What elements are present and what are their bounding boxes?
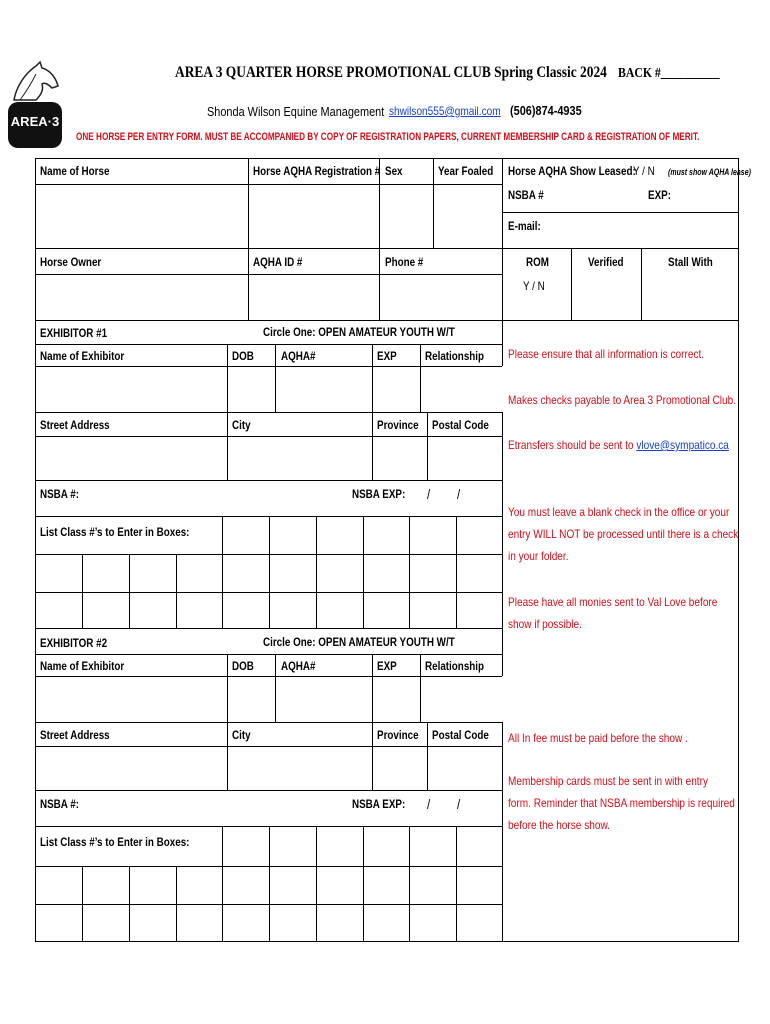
note-line: Please have all monies sent to Val Love before [508,595,718,609]
exhibitor1-date-slash: / [427,486,431,502]
exhibitor2-date-slash: / [427,796,431,812]
year-foaled-field[interactable] [434,185,501,247]
horse-email-label: E-mail: [508,219,541,233]
note-line: show if possible. [508,617,582,631]
horse-sex-label: Sex [385,164,403,178]
exhibitor2-name-label: Name of Exhibitor [40,659,125,673]
exhibitor1-province-label: Province [377,418,419,432]
horse-exp-label: EXP: [648,188,671,202]
note-all-in-fee: All In fee must be paid before the show . [508,731,688,745]
exhibitor2-dob-label: DOB [232,659,254,673]
horse-name-label: Name of Horse [40,164,110,178]
note-etransfers-text: Etransfers should be sent to [508,438,637,452]
exhibitor2-dob-field[interactable] [228,677,274,721]
exhibitor1-street-label: Street Address [40,418,110,432]
contact-phone: (506)874-4935 [510,103,582,118]
exhibitor1-relationship-label: Relationship [425,349,485,363]
horse-name-field[interactable] [36,185,247,247]
exhibitor1-aqha-label: AQHA# [281,349,316,363]
year-foaled-label: Year Foaled [438,164,494,178]
exhibitor2-postal-label: Postal Code [432,728,489,742]
exhibitor2-street-field[interactable] [36,747,226,789]
stall-with-field[interactable] [642,275,738,319]
show-leased-yn[interactable]: Y / N [633,164,655,178]
note-line: in your folder. [508,549,569,563]
note-ensure-info: Please ensure that all information is correct. [508,347,705,361]
verified-label: Verified [588,255,624,269]
horse-owner-field[interactable] [36,275,247,319]
rom-yn[interactable]: Y / N [523,279,545,293]
area3-logo [6,60,64,150]
exhibitor2-circle-one[interactable]: Circle One: OPEN AMATEUR YOUTH W/T [263,635,455,649]
horse-head-icon [6,60,64,150]
rom-label: ROM [526,255,549,269]
exhibitor2-postal-field[interactable] [428,747,501,789]
exhibitor1-name-field[interactable] [36,367,226,411]
note-monies [508,591,717,635]
note-line: before the horse show. [508,818,610,832]
note-etransfers [508,434,729,456]
lease-note: (must show AQHA lease) [668,167,751,177]
exhibitor2-province-label: Province [377,728,419,742]
contact-email-link[interactable]: shwilson555@gmail.com [389,104,501,118]
exhibitor2-exp-label: EXP [377,659,397,673]
exhibitor1-relationship-field[interactable] [421,367,501,411]
note-line: Membership cards must be sent in with entry [508,774,709,788]
exhibitor1-circle-one[interactable]: Circle One: OPEN AMATEUR YOUTH W/T [263,325,455,339]
exhibitor1-city-field[interactable] [228,437,371,479]
owner-phone-label: Phone # [385,255,424,269]
exhibitor1-name-label: Name of Exhibitor [40,349,125,363]
exhibitor2-nsba-exp-label: NSBA EXP: [352,797,406,811]
exhibitor1-nsba-exp-label: NSBA EXP: [352,487,406,501]
exhibitor1-exp-field[interactable] [373,367,419,411]
management-name: Shonda Wilson Equine Management [207,104,385,119]
exhibitor1-aqha-field[interactable] [276,367,371,411]
exhibitor1-class-boxes[interactable] [36,517,501,627]
exhibitor1-classes-label: List Class #’s to Enter in Boxes: [40,525,190,539]
exhibitor2-nsba-field[interactable] [90,792,340,826]
exhibitor1-nsba-field[interactable] [90,482,340,516]
page-title: AREA 3 QUARTER HORSE PROMOTIONAL CLUB Spring Classic 2024 [175,64,607,81]
note-line: form. Reminder that NSBA membership is required [508,796,735,810]
exhibitor2-relationship-label: Relationship [425,659,485,673]
horse-owner-label: Horse Owner [40,255,102,269]
note-line: You must leave a blank check in the office or your [508,505,730,519]
exhibitor2-city-label: City [232,728,251,742]
exhibitor1-dob-field[interactable] [228,367,274,411]
exhibitor2-street-label: Street Address [40,728,110,742]
horse-sex-field[interactable] [380,185,432,247]
exhibitor2-nsba-label: NSBA #: [40,797,80,811]
etransfer-email-link[interactable]: vlove@sympatico.ca [636,438,729,452]
horse-nsba-label: NSBA # [508,188,544,202]
exhibitor2-classes-label: List Class #’s to Enter in Boxes: [40,835,190,849]
exhibitor2-name-field[interactable] [36,677,226,721]
note-membership-cards [508,770,735,836]
aqha-id-label: AQHA ID # [253,255,303,269]
note-checks-payable: Makes checks payable to Area 3 Promotional Club. [508,393,737,407]
exhibitor2-aqha-label: AQHA# [281,659,316,673]
back-number: BACK #__________ [618,66,720,81]
horse-reg-label: Horse AQHA Registration # [253,164,381,178]
exhibitor2-city-field[interactable] [228,747,371,789]
exhibitor2-date-slash: / [457,796,461,812]
exhibitor2-province-field[interactable] [373,747,426,789]
notice-banner: ONE HORSE PER ENTRY FORM. MUST BE ACCOMPANIED BY COPY OF REGISTRATION PAPERS, CURRENT MEMBERSHIP CARD & REGISTRATION OF MERIT. [76,131,700,143]
exhibitor1-postal-label: Postal Code [432,418,489,432]
exhibitor1-city-label: City [232,418,251,432]
exhibitor1-street-field[interactable] [36,437,226,479]
exhibitor1-province-field[interactable] [373,437,426,479]
exhibitor1-exp-label: EXP [377,349,397,363]
logo-text: AREA·3 [10,114,60,129]
exhibitor1-nsba-label: NSBA #: [40,487,80,501]
exhibitor2-aqha-field[interactable] [276,677,371,721]
exhibitor2-heading: EXHIBITOR #2 [40,636,108,650]
note-line: entry WILL NOT be processed until there is a check [508,527,739,541]
stall-with-label: Stall With [668,255,713,269]
exhibitor1-heading: EXHIBITOR #1 [40,326,108,340]
horse-reg-field[interactable] [249,185,378,247]
exhibitor1-postal-field[interactable] [428,437,501,479]
exhibitor2-relationship-field[interactable] [421,677,501,721]
exhibitor1-dob-label: DOB [232,349,254,363]
exhibitor2-exp-field[interactable] [373,677,419,721]
show-leased-label: Horse AQHA Show Leased: [508,164,636,178]
note-blank-check [508,501,738,567]
aqha-id-field[interactable] [249,275,378,319]
exhibitor1-date-slash: / [457,486,461,502]
exhibitor2-class-boxes[interactable] [36,827,501,941]
owner-phone-field[interactable] [380,275,501,319]
